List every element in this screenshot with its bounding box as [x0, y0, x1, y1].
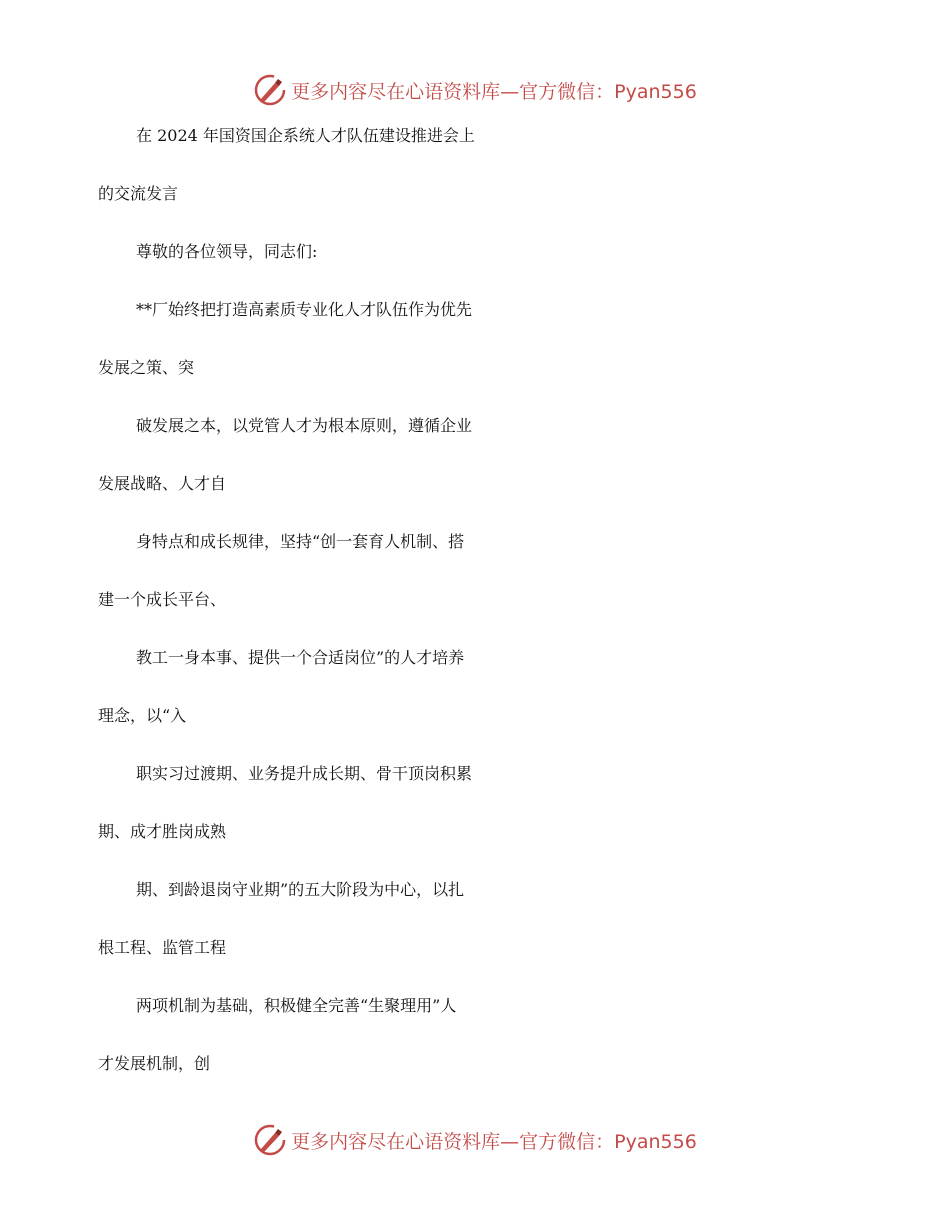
text-line: 在 2024 年国资国企系统人才队伍建设推进会上 — [136, 126, 475, 145]
text-line: 发展之策、突 — [98, 358, 195, 377]
text-line: 期、成才胜岗成熟 — [98, 822, 227, 841]
header-watermark — [0, 70, 950, 110]
pen-logo-icon — [253, 1123, 287, 1157]
text-line: 的交流发言 — [98, 184, 179, 203]
text-line: 才发展机制，创 — [98, 1054, 211, 1073]
text-line: 教工一身本事、提供一个合适岗位”的人才培养 — [136, 648, 465, 667]
pen-logo-icon — [253, 73, 287, 107]
watermark-text: 更多内容尽在心语资料库—官方微信：Pyan556 — [291, 80, 697, 103]
text-line: 尊敬的各位领导，同志们: — [136, 242, 318, 261]
footer-watermark — [0, 1120, 950, 1160]
text-line: 根工程、监管工程 — [98, 938, 227, 957]
text-line: 职实习过渡期、业务提升成长期、骨干顶岗积累 — [136, 764, 473, 783]
watermark-text: 更多内容尽在心语资料库—官方微信：Pyan556 — [291, 1130, 697, 1153]
text-line: 理念，以“入 — [98, 706, 187, 725]
text-line: 两项机制为基础，积极健全完善“生聚理用”人 — [136, 996, 457, 1015]
text-line: 发展战略、人才自 — [98, 474, 227, 493]
text-line: **厂始终把打造高素质专业化人才队伍作为优先 — [136, 300, 473, 319]
text-line: 建一个成长平台、 — [98, 590, 227, 609]
text-line: 破发展之本，以党管人才为根本原则，遵循企业 — [136, 416, 473, 435]
text-line: 期、到龄退岗守业期”的五大阶段为中心，以扎 — [136, 880, 465, 899]
text-line: 身特点和成长规律，坚持“创一套育人机制、搭 — [136, 532, 465, 551]
document-body — [98, 123, 850, 1109]
